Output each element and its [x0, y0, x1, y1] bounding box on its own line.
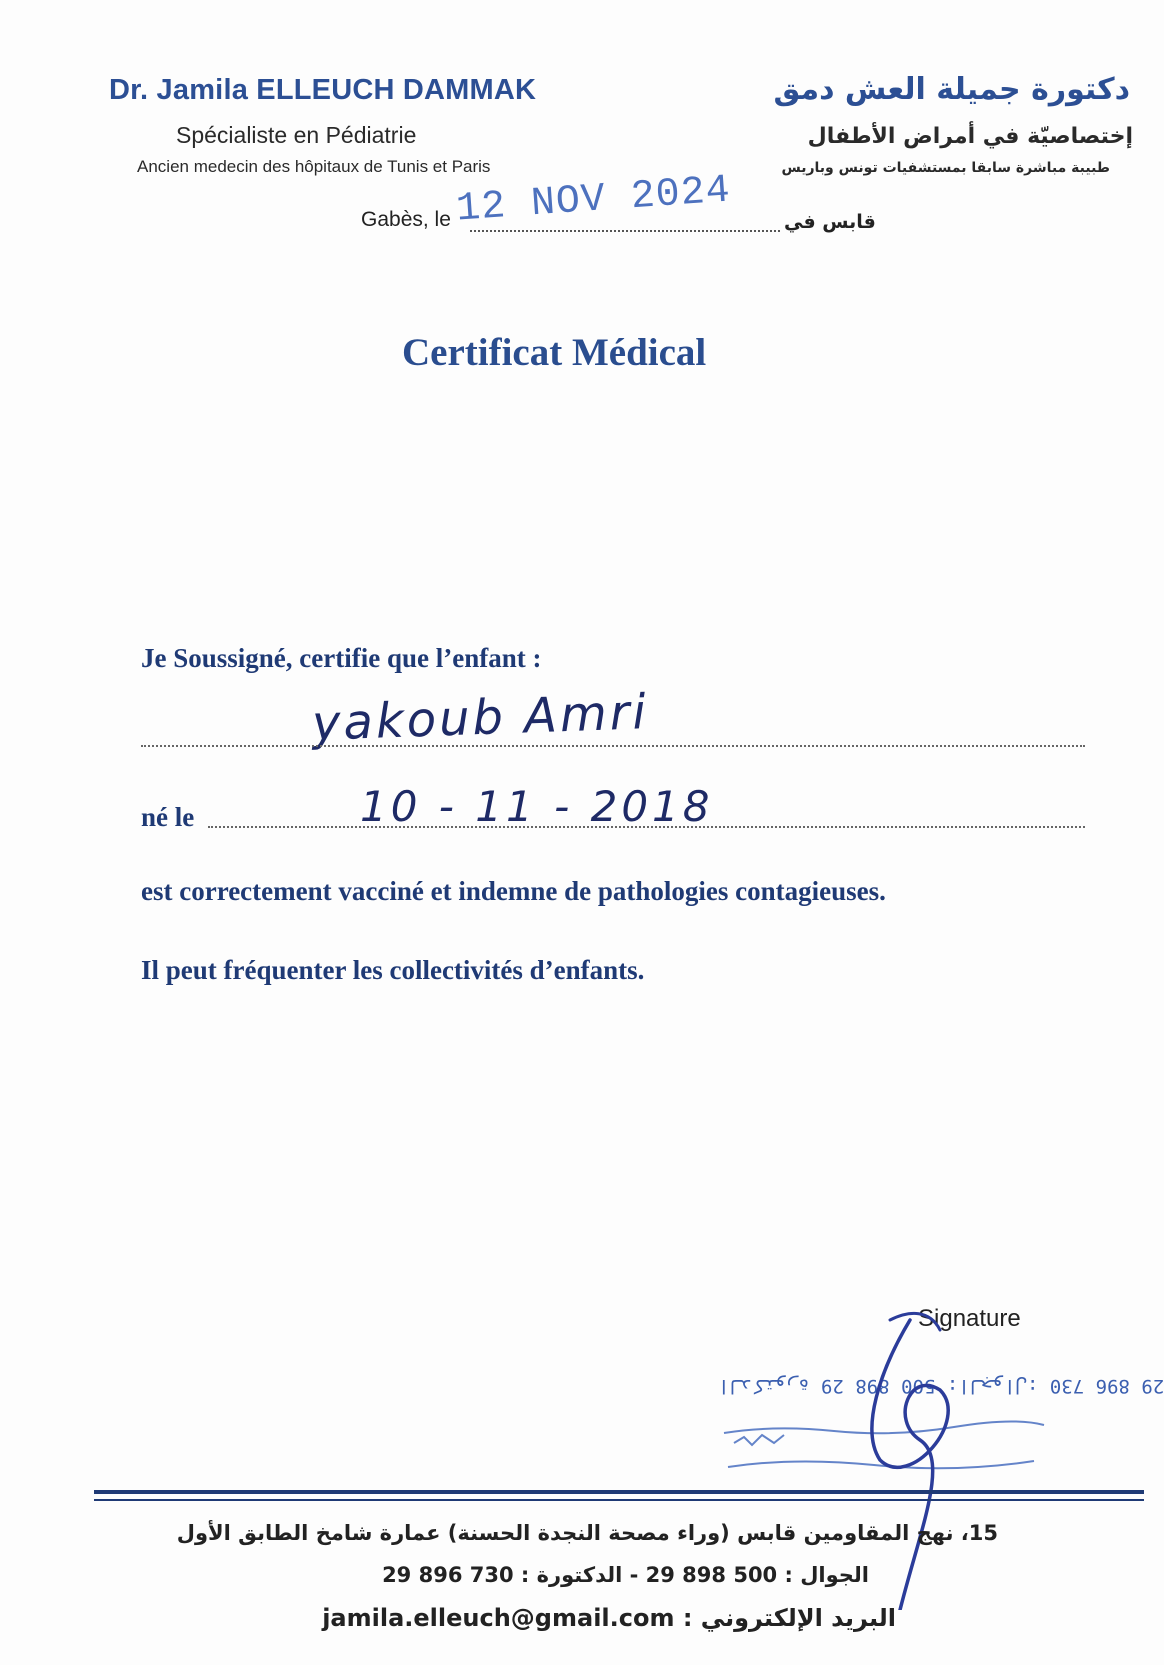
doctor-name-ar: دكتورة جميلة العش دمق	[773, 72, 1130, 107]
date-dotted-line	[470, 230, 780, 232]
child-name-handwritten: yakoub Amri	[311, 684, 650, 752]
born-label: né le	[141, 802, 195, 832]
date-label-ar: قابس في	[784, 211, 876, 233]
dob-handwritten: 10 - 11 - 2018	[360, 782, 714, 831]
certify-intro: Je Soussigné, certifie que l’enfant :	[141, 643, 542, 673]
doctor-name-fr: Dr. Jamila ELLEUCH DAMMAK	[109, 74, 537, 106]
footer-rule-thick	[94, 1490, 1144, 1494]
document-title: Certificat Médical	[402, 331, 707, 374]
footer-address: 15، نهج المقاومين قابس (وراء مصحة النجدة الحسنة) عمارة شامخ الطابق الأول	[176, 1521, 998, 1545]
stamp-phone-text: 29 896 730 :الدكتورة 29 898 500 :الجوال	[718, 1375, 1164, 1397]
collectivity-statement: Il peut fréquenter les collectivités d’enfants.	[141, 955, 645, 985]
name-dotted-line	[141, 745, 1085, 747]
date-label-fr: Gabès, le	[361, 208, 451, 231]
signature-label: Signature	[918, 1305, 1021, 1332]
specialty-ar: إختصاصيّة في أمراض الأطفال	[807, 124, 1133, 149]
vaccination-statement: est correctement vacciné et indemne de pathologies contagieuses.	[141, 876, 886, 906]
date-stamp: 12 NOV 2024	[454, 168, 733, 233]
footer-phones: الجوال : 500 898 29 - الدكتورة : 730 896 29	[382, 1563, 869, 1587]
handwritten-signature	[850, 1310, 1030, 1610]
former-positions-ar: طبيبة مباشرة سابقا بمستشفيات تونس وباريس	[781, 160, 1110, 176]
footer-email: البريد الإلكتروني : jamila.elleuch@gmail.com	[322, 1604, 896, 1632]
specialty-fr: Spécialiste en Pédiatrie	[176, 122, 417, 148]
former-positions-fr: Ancien medecin des hôpitaux de Tunis et Paris	[137, 157, 491, 176]
footer-rule-thin	[94, 1499, 1144, 1501]
